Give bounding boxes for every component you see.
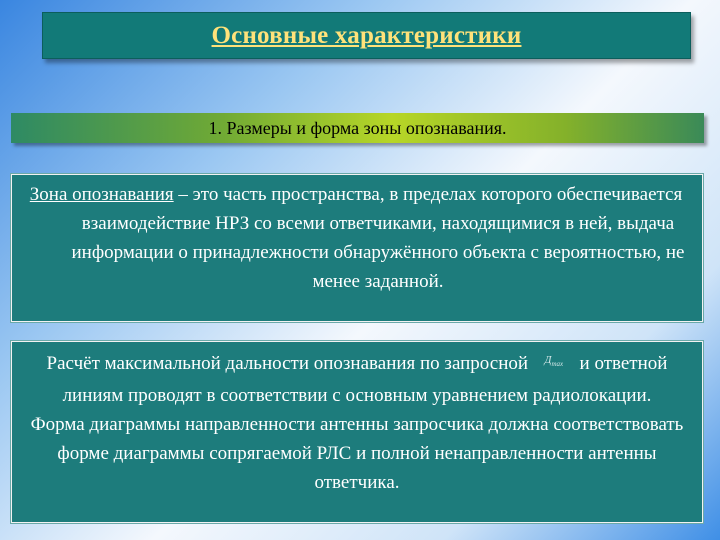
calculation-text-start: Расчёт максимальной дальности опознавания по запросной	[46, 352, 533, 374]
calculation-paragraph	[20, 348, 694, 410]
formula-symbol-main: Д	[544, 354, 552, 366]
calculation-panel	[11, 341, 703, 523]
definition-paragraph	[18, 180, 694, 296]
antenna-paragraph: Форма диаграммы направленности антенны запросчика должна соответствовать форме диаграммы сопрягаемой РЛС и полной ненаправленности антенны ответчика.	[30, 414, 684, 494]
formula-symbol-sub: max	[551, 360, 564, 369]
section-subtitle: 1. Размеры и форма зоны опознавания.	[208, 117, 507, 138]
slide-title: Основные характеристики	[211, 21, 522, 49]
subtitle-bar	[11, 113, 704, 143]
calculation-text-end: и ответной линиям проводят в соответствии с основным уравнением радиолокации.	[62, 352, 668, 407]
definition-panel	[11, 174, 703, 322]
definition-text: – это часть пространства, в пределах которого обеспечивается взаимодействие НРЗ со всеми ответчиками, находящимися в ней, выдача информации о принадлежности обнаружённого объекта с вероятностью, не менее заданной.	[71, 184, 685, 292]
formula-symbol	[533, 346, 575, 379]
title-box	[42, 12, 691, 59]
definition-term: Зона опознавания	[29, 184, 174, 205]
